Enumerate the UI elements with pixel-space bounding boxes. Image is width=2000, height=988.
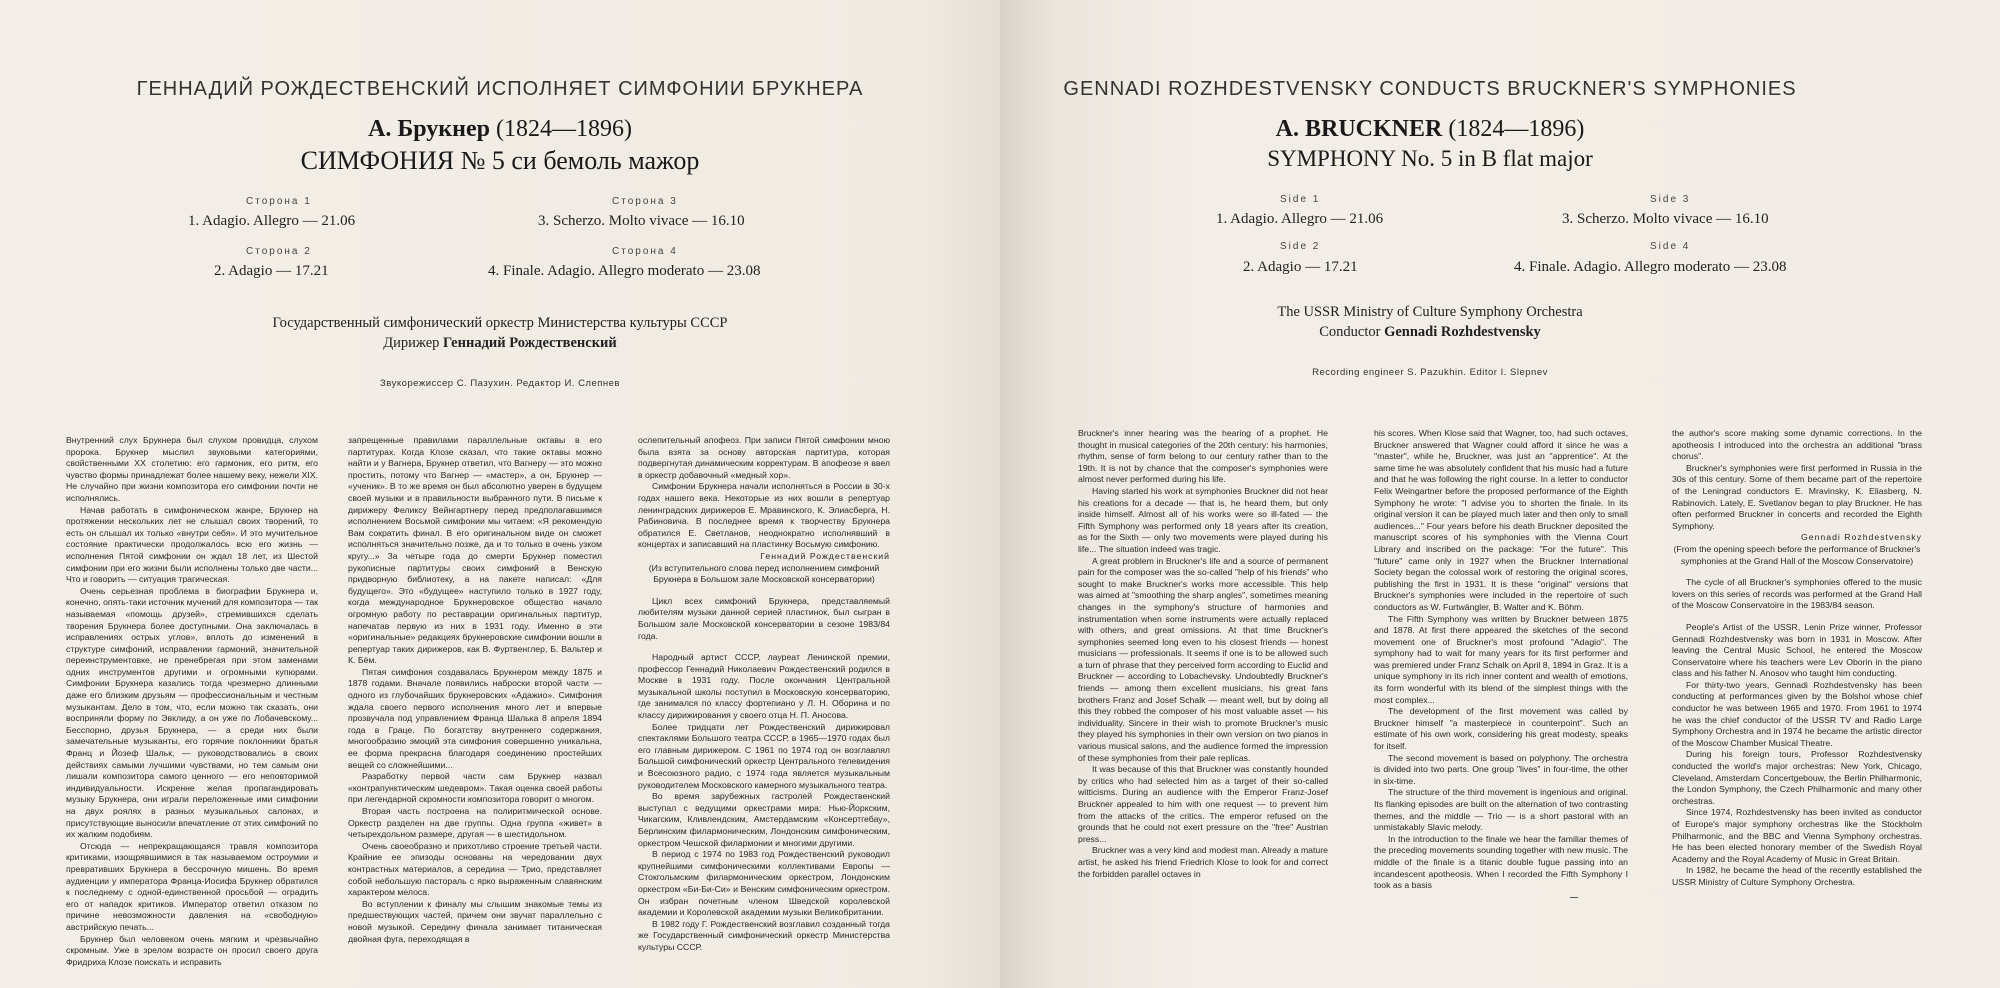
- paragraph: In the introduction to the finale we hear the familiar themes of the preceding movements sounding together with new music. The middle of the finale is a titanic double fugue passing into an incandescent apotheosis. When I recorded the Fifth Symphony I took as a basis: [1374, 833, 1628, 891]
- paragraph: Во вступлении к финалу мы слышим знакомые темы из предшествующих частей, причем они звучат параллельно с новой музыкой. Середину финала занимает титаническая двойная фуга, переходящая в: [348, 898, 602, 944]
- text-column-1: [66, 435, 318, 968]
- paragraph: People's Artist of the USSR, Lenin Prize winner, Professor Gennadi Rozhdestvensky was born in 1931 in Moscow. After leaving the Central Music School, he entered the Moscow Conservatoire where his teachers were Lev Oborin in the piano class and his father N. Anosov who taught him conducting.: [1672, 621, 1922, 679]
- side-4-label: Сторона 4: [612, 246, 678, 257]
- composer-name: А. Брукнер: [368, 116, 490, 142]
- paragraph: Очень серьезная проблема в биографии Брукнера и, конечно, опять-таки источник мучений для композитора — так называемая «помощь друзей», стремившихся сделать творения Брукнера более доступными. Она заключалась в исправлениях острых углов», вплоть до изменений в структуре симфоний, исправлении гармоний, значительной переинструментовке, не пренебрегая при этом заменами одних инструментов другими и огромными купюрами. Симфонии Брукнера казались тогда чрезмерно длинными даже его близким друзьям — профессиональным и честным музыкантам. Дело в том, что, если можно так сказать, они восприняли форму по Эвклиду, а он уже по Лобачевскому... Бесспорно, друзья Брукнера, — а среди них были замечательные музыканты, его горячие поклонники братья Франц и Йозеф Шальк, — руководствовались в своих действиях самыми лучшими чувствами, но тем самым они лишали композитора самого ценного — его неповторимой индивидуальности. Искренне желая пропагандировать музыку Брукнера, они играли переложенные ими симфонии на двух роялях в разных музыкальных салонах, и присутствующие выносили впечатление от этих симфоний по их жалким подобиям.: [66, 585, 318, 840]
- author-signature: Gennadi Rozhdestvensky: [1801, 532, 1922, 543]
- side-1-label: Сторона 1: [246, 196, 312, 207]
- conductor-line: [0, 333, 1000, 353]
- paragraph: The Fifth Symphony was written by Bruckner between 1875 and 1878. At first there appeared the sketches of the second movement one of Bruckner's most profound "Adagio". The symphony had to wait for many years for its first performer and was premiered under Franz Schalk on April 8, 1894 in Graz. It is a unique symphony in its rich inner content and wealth of emotions, its form wonderful with its blend of the simplest things with the most complex...: [1374, 613, 1628, 705]
- paragraph: The development of the first movement was called by Bruckner himself "a masterpiece in counterpoint". Such an estimate of his own work, considering his great modesty, speaks for itself.: [1374, 706, 1628, 752]
- side-4-movement: 4. Finale. Adagio. Allegro moderato — 23.08: [1514, 259, 1787, 275]
- conductor-name: Геннадий Рождественский: [443, 335, 617, 351]
- paragraph: the author's score making some dynamic corrections. In the apotheosis I introduced into the orchestra an additional "brass chorus".: [1672, 428, 1922, 462]
- paragraph: Разработку первой части сам Брукнер назвал «контрапунктическим шедевром». Такая оценка своей работы при легендарной скромности композитора говорит о многом.: [348, 771, 602, 805]
- side-1-movement: 1. Adagio. Allegro — 21.06: [188, 213, 356, 229]
- paragraph: The structure of the third movement is ingenious and original. Its flanking episodes are built on the alternation of two contrasting themes, and the middle — Trio — is a short pastoral with an unmistakably Slavic melody.: [1374, 787, 1628, 833]
- source-note: (From the opening speech before the performance of Bruckner's symphonies at the Grand Hall of the Moscow Conservatoire): [1673, 543, 1921, 566]
- author-signature: Геннадий Рождественский: [760, 550, 890, 561]
- paragraph: It was because of this that Bruckner was constantly hounded by critics who had selected him as a target of their so-called witticisms. During an audience with the Emperor Franz-Josef Bruckner appealed to him with one request — to prevent him from the attacks of the critics. The emperor refused on the grounds that he could not exert pressure on the "free" Austrian press...: [1078, 764, 1328, 844]
- paragraph: A great problem in Bruckner's life and a source of permanent pain for the composer was the so-called "help of his friends" who sought to make Bruckner's works more accessible. This help was aimed at "smoothing the sharp angles", sometimes meaning changes in the symphony's structure of harmonies and instrumentation when some instruments were actually replaced with others, and great omissions. At that time Bruckner's symphonies seemed long even to his closest friends — honest musicians — professionals. It seems if one is to be allowed such a turn of phrase that they perceived form according to Euclid and Bruckner — according to Lobachevsky. Undoubtedly Bruckner's friends — among them excellent musicians, his great fans brothers Franz and Josef Schalk — meant well, but by doing all this they robbed the composer of his most valuable asset — his individuality. Sincere in their wish to promote Bruckner's music they played his symphonies in their own version on two pianos in various musical salons, and the audience formed the impression of these symphonies from their pale replicas.: [1078, 555, 1328, 763]
- end-dash: [1570, 897, 1578, 898]
- orchestra-name: Государственный симфонический оркестр Министерства культуры СССР: [272, 315, 728, 331]
- paragraph: Внутренний слух Брукнера был слухом провидца, слухом пророка. Брукнер мыслил звуковыми категориями, свойственными XX столетию: его гармоник, его ритм, его чувство формы принадлежат более нашему веку, нежели XIX. Не случайно при жизни композитора его симфонии почти не исполнялись.: [66, 435, 318, 503]
- paragraph: ослепительный апофеоз. При записи Пятой симфонии мною была взята за основу авторская партитура, которая подвергнутая динамическим корректурам. В апофеозе я ввел в оркестр добавочный «медный хор».: [638, 435, 890, 480]
- recording-credits: Звукорежиссер С. Пазухин. Редактор И. Слепнев: [380, 378, 620, 389]
- paragraph: In 1982, he became the head of the recently established the USSR Ministry of Culture Symphony Orchestra.: [1672, 865, 1922, 887]
- paragraph: Bruckner's inner hearing was the hearing of a prophet. He thought in musical categories of the 20th century: his harmonies, rhythm, sense of form belong to our century rather than to the 19th. It is not by chance that the composer's symphonies were almost never performed during his life.: [1078, 428, 1328, 485]
- series-title: ГЕННАДИЙ РОЖДЕСТВЕНСКИЙ ИСПОЛНЯЕТ СИМФОНИИ БРУКНЕРА: [136, 78, 864, 100]
- composer-years: (1824—1896): [495, 116, 632, 142]
- paragraph: Симфонии Брукнера начали исполняться в России в 30-х годах нашего века. Некоторые из них вошли в репертуар ленинградских дирижеров Е. Мравинского, К. Элиасберга, Н. Рабиновича. В последнее время к творчеству Брукнера обратился Е. Светланов, неоднократно исполнявший в концертах и записавший на пластинку Восьмую симфонию.: [638, 481, 890, 550]
- paragraph: Since 1974, Rozhdestvensky has been invited as conductor of Europe's major symphony orchestras like the Stockholm Philharmonic, and the BBC and Vienna Symphony orchestras. He has been elected honorary member of the Swedish Royal Academy and the Royal Academy of Music in Great Britain.: [1672, 807, 1922, 864]
- side-1-movement: 1. Adagio. Allegro — 21.06: [1216, 211, 1384, 227]
- side-2-movement: 2. Adagio — 17.21: [1243, 259, 1358, 275]
- work-title: SYMPHONY No. 5 in B flat major: [1267, 146, 1593, 171]
- paragraph: Очень своеобразно и прихотливо строение третьей части. Крайние ее эпизоды основаны на чередовании двух контрастных материалов, а середина — Трио, представляет собой небольшую пастораль с ярко выраженным славянским характером мелоса.: [348, 840, 602, 898]
- paragraph: Bruckner's symphonies were first performed in Russia in the 30s of this century. Some of them became part of the repertoire of the Leningrad conductors E. Mravinsky, K. Eliasberg, N. Rabinovich. Lately, E. Svetlanov began to play Bruckner. He has often performed Bruckner in concerts and recorded the Eighth Symphony.: [1672, 462, 1922, 531]
- conductor-label: Дирижер: [383, 335, 440, 351]
- side-2-movement: 2. Adagio — 17.21: [214, 263, 329, 279]
- composer-heading: [1050, 116, 1810, 143]
- text-column-3: [1672, 428, 1922, 889]
- paragraph: Более тридцати лет Рождественский дирижировал спектаклями Большого театра СССР, в 1965—1970 годах был его главным дирижером. С 1961 по 1974 год он возглавлял Большой симфонический оркестр Центрального телевидения и Всесоюзного радио, с 1974 года является музыкальным руководителем Московского камерного музыкального театра.: [638, 721, 890, 790]
- paragraph: Having started his work at symphonies Bruckner did not hear his creations for a decade — that is, he heard them, but only inside himself. Almost all of his works were so ill-fated — the Fifth Symphony was performed only 18 years after its creation, as for the Sixth — only two movements were played during his life... The situation indeed was tragic.: [1078, 485, 1328, 554]
- side-4-label: Side 4: [1650, 241, 1691, 252]
- conductor-name: Gennadi Rozhdestvensky: [1384, 324, 1541, 340]
- paragraph: Вторая часть построена на полиритмической основе. Оркестр разделен на две группы. Одна группа «живет» в четырехдольном размере, другая — в шестидольном.: [348, 806, 602, 840]
- paragraph: Отсюда — непрекращающаяся травля композитора критиками, изощрявшимися в так называемом остроумии и превративших Брукнера в бессрочную мишень. Во время аудиенции у императора Франца-Иосифа Брукнер обратился к последнему с одной-единственной просьбой — оградить его от нападок критиков. Император ответил отказом по причине невозможности давления на «свободную» австрийскую печать...: [66, 840, 318, 932]
- paragraph: В период с 1974 по 1983 год Рождественский руководил крупнейшими симфоническими коллективами Европы — Стокгольмским филармоническим оркестром, Лондонским оркестром «Би-Би-Си» и Венским симфоническим оркестром. Он избран почетным членом Шведской королевской академии и Королевской академии музыки Великобритании.: [638, 849, 890, 918]
- text-column-2: [348, 435, 602, 945]
- side-3-movement: 3. Scherzo. Molto vivace — 16.10: [538, 213, 745, 229]
- side-1-label: Side 1: [1280, 194, 1321, 205]
- english-page: [1000, 0, 2000, 988]
- paragraph: Народный артист СССР, лауреат Ленинской премии, профессор Геннадий Николаевич Рождественский родился в Москве в 1931 году. После окончания Центральной музыкальной школы поступил в Московскую консерваторию, где занимался по классу фортепиано у Л. Н. Оборина и по классу дирижирования у своего отца Н. П. Аносова.: [638, 652, 890, 721]
- work-title: СИМФОНИЯ № 5 си бемоль мажор: [300, 146, 700, 175]
- paragraph: В 1982 году Г. Рождественский возглавил созданный тогда же Государственный симфонический оркестр Министерства культуры СССР.: [638, 918, 890, 952]
- recording-credits: Recording engineer S. Pazukhin. Editor I. Slepnev: [1312, 367, 1548, 378]
- conductor-line: [1050, 322, 1810, 342]
- paragraph: During his foreign tours, Professor Rozhdestvensky conducted the world's major orchestras: New York, Chicago, Cleveland, Amsterdam Concertgebouw, the Berlin Philharmonic, the London Symphony, the Czech Philharmonic and many other orchestras.: [1672, 749, 1922, 806]
- conductor-label: Conductor: [1319, 324, 1381, 340]
- side-3-label: Side 3: [1650, 194, 1691, 205]
- composer-years: (1824—1896): [1448, 116, 1585, 142]
- side-4-movement: 4. Finale. Adagio. Allegro moderato — 23.08: [488, 263, 761, 279]
- paragraph: his scores. When Klose said that Wagner, too, had such octaves, Bruckner answered that Wagner could afford it since he was a "master", while he, Bruckner, was just an "apprentice". At the same time he was absolutely confident that his music had a future and that he was following the right course. In a letter to conductor Felix Weingartner before the proposed performance of the Eighth Symphony he wrote: "I advise you to shorten the finale. In its original version it can be played much later and then only to small audiences..." Four years before his death Bruckner deposited the manuscript scores of his symphonies with the Vienna Court Library and inscribed on the package: "For the future". This "future" came only in 1927 when the Bruckner International Society began the colossal work of restoring the original scores, publishing the first in 1931. It is these "original" versions that Bruckner's symphonies were included in the repertoire of such conductors as W. Furtwängler, B. Walter and K. Böhm.: [1374, 428, 1628, 612]
- text-column-1: [1078, 428, 1328, 880]
- paragraph: Начав работать в симфоническом жанре, Брукнер на протяжении нескольких лет не слышал своих творений, то есть он слышал их только «внутри себя». И это мучительное состояние практически продолжалось всю его жизнь — исполнения Пятой симфонии он ждал 18 лет, из Шестой симфонии при его жизни были исполнены только две части... Что и говорить — ситуация трагическая.: [66, 504, 318, 585]
- paragraph: The cycle of all Bruckner's symphonies offered to the music lovers on this series of records was performed at the Grand Hall of the Moscow Conservatoire in the 1983/84 season.: [1672, 577, 1922, 611]
- paragraph: Цикл всех симфоний Брукнера, представляемый любителям музыки данной серией пластинок, был сыгран в Большом зале Московской консерватории в сезоне 1983/84 года.: [638, 595, 890, 641]
- source-note: (Из вступительного слова перед исполнением симфоний Брукнера в Большом зале Московской консерватории): [648, 562, 880, 585]
- side-3-movement: 3. Scherzo. Molto vivace — 16.10: [1562, 211, 1769, 227]
- paragraph: запрещенные правилами параллельные октавы в его партитурах. Когда Клозе сказал, что такие октавы можно найти и у Вагнера, Брукнер ответил, что Вагнеру — это можно простить, потому что Вагнер — «мастер», а он, Брукнер — «ученик». В то же время он был абсолютно уверен в будущем своей музыки и в правильности выбранного пути. В письме к дирижеру Феликсу Вейнгартнеру перед предполагавшимся исполнением Восьмой симфонии мы читаем: «Я рекомендую Вам сократить финал. В его оригинальном виде он сможет исполняться значительно позже, да и то только в очень узком кругу...» За четыре года до смерти Брукнер поместил рукописные партитуры своих симфоний в Венскую придворную библиотеку, а на пакете написал: «Для будущего». Это «будущее» наступило только в 1927 году, когда международное Брукнеровское общество начало огромную работу по реставрации оригинальных партитур, напечатав первую из них в 1931 году. Именно в эти «оригинальные» редакциях брукнеровские симфонии вошли в репертуар таких дирижеров, как В. Фуртвенглер, Б. Вальтер и К. Бём.: [348, 435, 602, 666]
- paragraph: Пятая симфония создавалась Брукнером между 1875 и 1878 годами. Вначале появились наброски второй части — одного из глубочайших брукнеровских «Адажио». Симфония ждала своего первого исполнения много лет и впервые прозвучала под управлением Франца Шалька 8 апреля 1894 года в Граце. По богатству внутреннего содержания, многообразию эмоций эта симфония совершенно уникальна, ее форма прекрасна благодаря соединению простейших вещей со сложнейшими...: [348, 666, 602, 770]
- paragraph: The second movement is based on polyphony. The orchestra is divided into two parts. One group "lives" in four-time, the other in six-time.: [1374, 752, 1628, 786]
- series-title: GENNADI ROZHDESTVENSKY CONDUCTS BRUCKNER'S SYMPHONIES: [1063, 78, 1797, 100]
- paragraph: For thirty-two years, Gennadi Rozhdestvensky has been conducting at performances given by the Bolshoi whose chief conductor he was between 1965 and 1970. From 1961 to 1974 he was the chief conductor of the USSR TV and Radio Large Symphony Orchestra and in 1974 he became the artistic director of the Moscow Chamber Musical Theatre.: [1672, 679, 1922, 748]
- text-column-3: [638, 435, 890, 954]
- composer-heading: [0, 116, 1000, 143]
- side-2-label: Side 2: [1280, 241, 1321, 252]
- orchestra-name: The USSR Ministry of Culture Symphony Orchestra: [1277, 304, 1583, 320]
- text-column-2: [1374, 428, 1628, 892]
- side-3-label: Сторона 3: [612, 196, 678, 207]
- composer-name: A. BRUCKNER: [1275, 116, 1443, 142]
- paragraph: Bruckner was a very kind and modest man. Already a mature artist, he asked his friend Friedrich Klose to look for and correct the forbidden parallel octaves in: [1078, 845, 1328, 879]
- side-2-label: Сторона 2: [246, 246, 312, 257]
- paragraph: Брукнер был человеком очень мягким и чрезвычайно скромным. Уже в зрелом возрасте он просил своего друга Фридриха Клозе поискать и исправить: [66, 933, 318, 967]
- paragraph: Во время зарубежных гастролей Рождественский выступал с ведущими оркестрами мира: Нью-Йоркским, Чикагским, Кливлендским, Амстердамским «Консертгебау», Берлинским филармоническим, Лондонским симфоническим, оркестром Чешской филармонии и многими другими.: [638, 791, 890, 848]
